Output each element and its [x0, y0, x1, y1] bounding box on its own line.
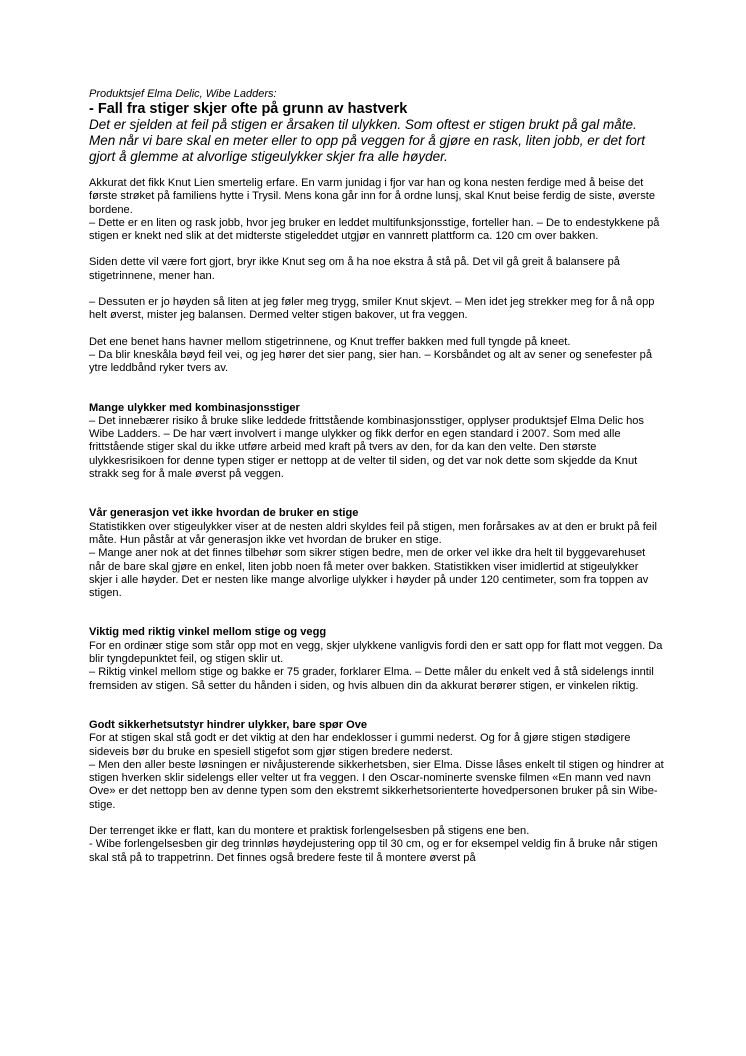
- section-body: [89, 521, 664, 601]
- outro-paragraph: [89, 825, 664, 865]
- section-heading: Mange ulykker med kombinasjonsstiger: [89, 401, 300, 414]
- intro-line: Det ene benet hans havner mellom stigetrinnene, og Knut treffer bakken med full tyngde på kneet.: [89, 335, 571, 348]
- section-line: – Det innebærer risiko å bruke slike leddede frittstående kombinasjonsstiger, opplyser produktsjef Elma Delic hos Wibe Ladders. – De har vært involvert i mange ulykker og fikk derfor en egen standard i 2007. Som med alle frittstående stiger skal du ikke utføre arbeid med kraft på tvers av den, for da kan den velte. Den største ulykkesrisikoen for denne typen stiger er nettopp at de velter til siden, og det var nok dette som skjedde da Knut strakk seg for å male øverst på veggen.: [89, 414, 644, 481]
- article: [89, 88, 664, 865]
- section-line: – Riktig vinkel mellom stige og bakke er 75 grader, forklarer Elma. – Dette måler du enkelt ved å stå sidelengs inntil fremsiden av stigen. Så setter du hånden i siden, og hvis albuen din da akkurat berører stigen, er vinkelen riktig.: [89, 666, 654, 692]
- section-generation: [89, 507, 664, 600]
- intro-paragraph: [89, 177, 664, 243]
- intro-paragraph: – Dessuten er jo høyden så liten at jeg føler meg trygg, smiler Knut skjevt. – Men idet jeg strekker meg for å nå opp helt øverst, mister jeg balansen. Dermed velter stigen bakover, ut fra veggen.: [89, 296, 655, 322]
- section-safety-equipment: [89, 719, 664, 812]
- intro-paragraph: [89, 336, 664, 376]
- intro-line: Akkurat det fikk Knut Lien smertelig erfare. En varm junidag i fjor var han og kona nesten ferdige med å beise det første strøket på familiens hytte i Trysil. Mens kona går inn for å ordne lunsj, skal Knut beise ferdig de siste, øverste bordene.: [89, 177, 656, 216]
- section-body: [89, 640, 664, 693]
- section-heading: Vår generasjon vet ikke hvordan de bruker en stige: [89, 507, 359, 520]
- section-angle: [89, 626, 664, 692]
- headline: - Fall fra stiger skjer ofte på grunn av hastverk: [89, 101, 408, 117]
- intro-line: – Dette er en liten og rask jobb, hvor jeg bruker en leddet multifunksjonsstige, forteller han. – De to endestykkene på stigen er knekt ned slik at det midterste stigeleddet utgjør en vannrett plattform ca. 120 cm over bakken.: [89, 216, 660, 243]
- intro-paragraph: Siden dette vil være fort gjort, bryr ikke Knut seg om å ha noe ekstra å stå på. Det vil gå greit å balansere på stigetrinnene, mener han.: [89, 256, 620, 282]
- section-heading: Viktig med riktig vinkel mellom stige og vegg: [89, 626, 327, 639]
- intro-line: – Da blir kneskåla bøyd feil vei, og jeg hører det sier pang, sier han. – Korsbåndet og alt av sener og senefester på ytre leddbånd ryker tvers av.: [89, 348, 653, 375]
- section-line: Statistikken over stigeulykker viser at de nesten aldri skyldes feil på stigen, men forårsakes av at den er brukt på feil måte. Hun påstår at vår generasjon ikke vet hvordan de bruker en stige.: [89, 520, 657, 546]
- ingress: Det er sjelden at feil på stigen er årsaken til ulykken. Som oftest er stigen brukt på gal måte. Men når vi bare skal en meter eller to opp på veggen for å gjøre en rask, liten jobb, er det fort gjort å glemme at alvorlige stigeulykker skjer fra alle høyder.: [89, 117, 646, 164]
- section-body: [89, 415, 664, 481]
- section-heading: Godt sikkerhetsutstyr hindrer ulykker, bare spør Ove: [89, 718, 368, 731]
- byline: Produktsjef Elma Delic, Wibe Ladders:: [89, 88, 277, 100]
- section-line: – Mange aner nok at det finnes tilbehør som sikrer stigen bedre, men de orker vel ikke dra helt til byggevarehuset når de bare skal gjøre en enkel, liten jobb noen få meter over bakken. Statistikken viser imidlertid at stigeulykker skjer i alle høyder. Det er nesten like mange alvorlige ulykker i høyder på under 120 centimeter, som fra toppen av stigen.: [89, 547, 649, 600]
- outro-line: Der terrenget ikke er flatt, kan du montere et praktisk forlengelsesben på stigens ene ben.: [89, 824, 530, 837]
- section-line: – Men den aller beste løsningen er nivåjusterende sikkerhetsben, sier Elma. Disse låses enkelt til stigen og hindrer at stigen hverken sklir sidelengs eller velter ut fra veggen. I den Oscar-nominerte svenske filmen «En mann ved navn Ove» er det nettopp ben av denne typen som den ekstremt sikkerhetsorienterte hovedpersonen bruker på sin Wibe-stige.: [89, 758, 664, 811]
- outro-line: - Wibe forlengelsesben gir deg trinnløs høydejustering opp til 30 cm, og er for eksempel veldig fin å bruke når stigen skal stå på to trappetrinn. Det finnes også bredere feste til å montere øverst på: [89, 838, 658, 864]
- section-line: For en ordinær stige som står opp mot en vegg, skjer ulykkene vanligvis fordi den er satt opp for flatt mot veggen. Da blir tyngdepunktet feil, og stigen sklir ut.: [89, 639, 663, 666]
- section-combination-ladders: [89, 402, 664, 482]
- section-body: [89, 732, 664, 812]
- section-line: For at stigen skal stå godt er det viktig at den har endeklosser i gummi nederst. Og for å gjøre stigen stødigere sideveis bør du bruke en spesiell stigefot som gjør stigen bredere nederst.: [89, 732, 631, 758]
